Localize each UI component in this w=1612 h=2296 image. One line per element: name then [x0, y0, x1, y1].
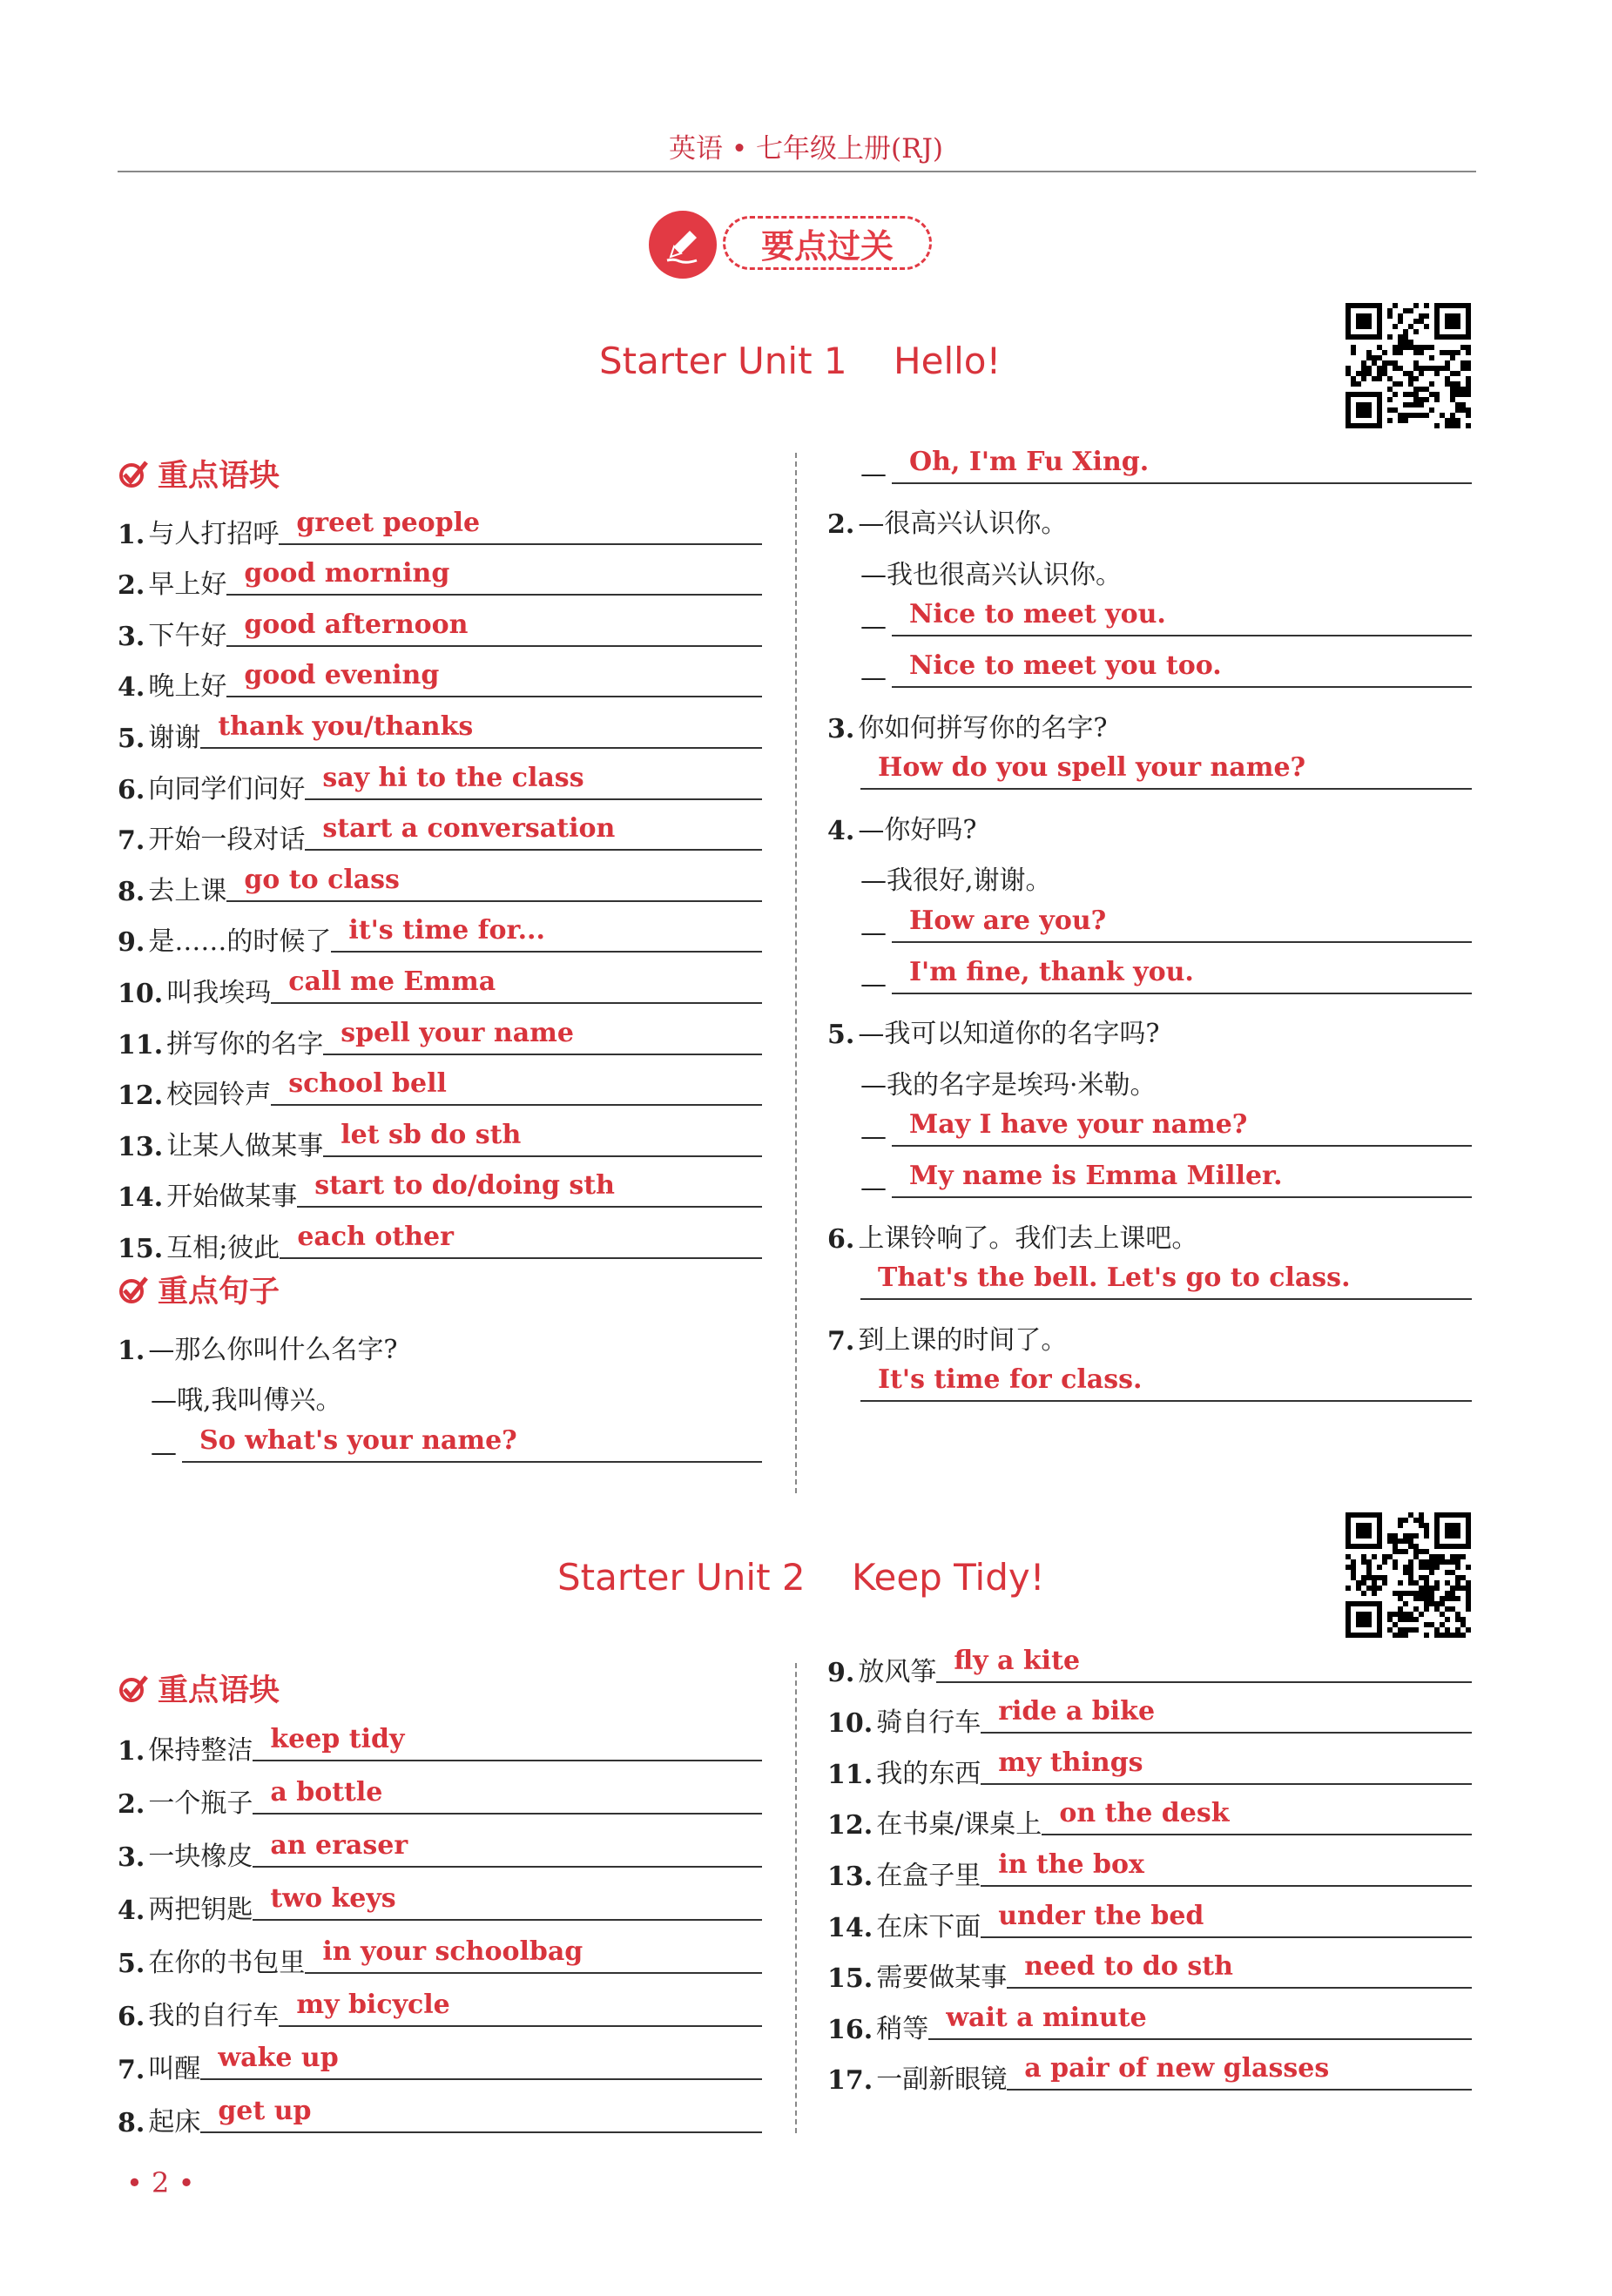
answer-blank[interactable]: need to do sth: [1007, 1947, 1472, 1989]
phrase-item: 9. 放风筝 fly a kite: [827, 1637, 1472, 1688]
check-icon: [118, 458, 149, 489]
qr-code-icon[interactable]: [1346, 303, 1471, 428]
sentence-item: 3. 你如何拼写你的名字?: [827, 712, 1108, 744]
sentence-answer-cn: —我很好,谢谢。: [860, 865, 1052, 897]
phrase-item: 13. 在盒子里 in the box: [827, 1841, 1472, 1892]
answer-blank[interactable]: wait a minute: [928, 1998, 1472, 2040]
section-banner: [649, 211, 945, 279]
pencil-icon: [649, 211, 717, 279]
answer-blank[interactable]: say hi to the class: [305, 758, 762, 800]
unit2-phrases-heading: 重点语块: [118, 1663, 762, 1714]
answer-blank[interactable]: it's time for...: [331, 911, 762, 953]
answer-blank[interactable]: my things: [981, 1743, 1472, 1785]
page-number: • 2 •: [126, 2166, 195, 2199]
answer-blank[interactable]: Oh, I'm Fu Xing.: [892, 442, 1472, 484]
qr-code-icon[interactable]: [1346, 1512, 1471, 1638]
column-divider: [795, 453, 797, 1493]
phrase-item: 8. 起床 get up: [118, 2085, 762, 2138]
sentence-item: 4. —你好吗?: [827, 814, 977, 846]
sentence-blank: — May I have your name?: [827, 1101, 1472, 1153]
phrase-item: 6. 向同学们问好 say hi to the class: [118, 754, 762, 805]
answer-blank[interactable]: school bell: [271, 1064, 762, 1106]
answer-blank[interactable]: a pair of new glasses: [1007, 2049, 1472, 2091]
phrase-item: 4. 两把钥匙 two keys: [118, 1873, 762, 1926]
sentence-blank: [827, 1357, 1472, 1408]
answer-blank[interactable]: greet people: [279, 503, 762, 545]
phrase-item: 15. 需要做某事 need to do sth: [827, 1943, 1472, 1995]
answer-blank[interactable]: my bicycle: [279, 1985, 762, 2027]
sentence-item: 7. 到上课的时间了。: [827, 1324, 1068, 1357]
phrase-item: 8. 去上课 go to class: [118, 856, 762, 907]
phrase-item: 5. 在你的书包里 in your schoolbag: [118, 1926, 762, 1979]
sentence-blank: — Oh, I'm Fu Xing.: [827, 438, 1472, 489]
answer-blank[interactable]: Nice to meet you.: [892, 595, 1472, 636]
answer-blank[interactable]: start a conversation: [305, 809, 762, 851]
phrase-item: 16. 稍等 wait a minute: [827, 1994, 1472, 2045]
phrase-item: 3. 一块橡皮 an eraser: [118, 1820, 762, 1873]
sentence-blank: — I'm fine, thank you.: [827, 948, 1472, 1000]
sentence-blank: — How are you?: [827, 897, 1472, 948]
phrase-item: 6. 我的自行车 my bicycle: [118, 1979, 762, 2032]
answer-blank[interactable]: under the bed: [981, 1896, 1472, 1938]
sentence-item: 5. —我可以知道你的名字吗?: [827, 1019, 1160, 1051]
answer-blank[interactable]: let sb do sth: [323, 1115, 762, 1157]
answer-blank[interactable]: wake up: [200, 2038, 762, 2080]
answer-blank[interactable]: Nice to meet you too.: [892, 646, 1472, 688]
unit1-phrases-heading: 重点语块: [118, 448, 762, 499]
answer-blank[interactable]: an eraser: [253, 1826, 762, 1868]
answer-blank[interactable]: a bottle: [253, 1773, 762, 1815]
phrase-item: 4. 晚上好 good evening: [118, 652, 762, 704]
unit2-left-column: [118, 1663, 762, 2138]
phrase-item: 1. 与人打招呼 greet people: [118, 499, 762, 550]
header-divider: [118, 171, 1476, 172]
phrase-item: 10. 骑自行车 ride a bike: [827, 1688, 1472, 1740]
unit1-right-column: [827, 438, 1472, 1407]
sentence-blank: — Nice to meet you.: [827, 591, 1472, 643]
phrase-item: 14. 在床下面 under the bed: [827, 1892, 1472, 1943]
answer-blank[interactable]: good morning: [226, 554, 762, 596]
check-icon: [118, 1274, 149, 1305]
answer-blank[interactable]: on the desk: [1042, 1794, 1472, 1835]
phrase-item: 1. 保持整洁 keep tidy: [118, 1714, 762, 1767]
phrase-item: 11. 我的东西 my things: [827, 1739, 1472, 1790]
answer-blank[interactable]: in the box: [981, 1845, 1472, 1887]
phrase-item: 12. 在书桌/课桌上 on the desk: [827, 1790, 1472, 1842]
page-header: 英语 • 七年级上册(RJ): [669, 133, 943, 165]
phrase-item: 5. 谢谢 thank you/thanks: [118, 703, 762, 754]
sentence-blank: [827, 744, 1472, 796]
sentence-answer-cn: —我也很高兴认识你。: [860, 559, 1122, 590]
answer-blank[interactable]: How do you spell your name?: [860, 748, 1472, 790]
phrase-item: 15. 互相;彼此 each other: [118, 1213, 762, 1264]
phrase-item: 11. 拼写你的名字 spell your name: [118, 1009, 762, 1060]
answer-blank[interactable]: My name is Emma Miller.: [892, 1156, 1472, 1198]
answer-blank[interactable]: keep tidy: [253, 1720, 762, 1761]
answer-blank[interactable]: start to do/doing sth: [297, 1166, 762, 1208]
sentence-blank: — My name is Emma Miller.: [827, 1152, 1472, 1203]
banner-title: 要点过关: [723, 216, 932, 270]
phrase-item: 9. 是……的时候了 it's time for...: [118, 907, 762, 959]
sentence-blank: — Nice to meet you too.: [827, 642, 1472, 693]
phrase-item: 14. 开始做某事 start to do/doing sth: [118, 1162, 762, 1214]
answer-blank[interactable]: So what's your name?: [182, 1421, 762, 1463]
answer-blank[interactable]: good evening: [226, 656, 762, 697]
answer-blank[interactable]: That's the bell. Let's go to class.: [860, 1258, 1472, 1300]
answer-blank[interactable]: fly a kite: [936, 1641, 1472, 1683]
answer-blank[interactable]: call me Emma: [271, 962, 762, 1004]
answer-blank[interactable]: two keys: [253, 1879, 762, 1921]
answer-blank[interactable]: go to class: [226, 860, 762, 902]
answer-blank[interactable]: How are you?: [892, 901, 1472, 943]
answer-blank[interactable]: thank you/thanks: [200, 707, 762, 749]
answer-blank[interactable]: in your schoolbag: [305, 1932, 762, 1974]
sentence-item: 1. —那么你叫什么名字?: [118, 1334, 398, 1366]
sentence-blank: [827, 1255, 1472, 1306]
unit1-title: Starter Unit 1 Hello!: [599, 340, 1002, 382]
unit2-title: Starter Unit 2 Keep Tidy!: [557, 1556, 1045, 1599]
sentence-answer-cn: —哦,我叫傅兴。: [151, 1385, 342, 1417]
answer-blank[interactable]: ride a bike: [981, 1692, 1472, 1734]
answer-blank[interactable]: get up: [200, 2091, 762, 2133]
sentence-item: 6. 上课铃响了。我们去上课吧。: [827, 1222, 1198, 1255]
answer-blank[interactable]: good afternoon: [226, 605, 762, 647]
phrase-item: 2. 早上好 good morning: [118, 550, 762, 602]
answer-blank[interactable]: spell your name: [323, 1013, 762, 1055]
unit2-right-column: [827, 1637, 1472, 2096]
answer-blank[interactable]: It's time for class.: [860, 1360, 1472, 1402]
sentence-answer-cn: —我的名字是埃玛·米勒。: [860, 1069, 1157, 1101]
phrase-item: 17. 一副新眼镜 a pair of new glasses: [827, 2045, 1472, 2097]
column-divider: [795, 1663, 797, 2133]
check-icon: [118, 1673, 149, 1704]
phrase-item: 7. 开始一段对话 start a conversation: [118, 805, 762, 857]
unit1-sentences-heading: 重点句子: [118, 1264, 762, 1315]
phrase-item: 10. 叫我埃玛 call me Emma: [118, 958, 762, 1009]
phrase-item: 13. 让某人做某事 let sb do sth: [118, 1111, 762, 1162]
answer-blank[interactable]: May I have your name?: [892, 1105, 1472, 1147]
sentence-item: 2. —很高兴认识你。: [827, 508, 1068, 541]
phrase-item: 7. 叫醒 wake up: [118, 2032, 762, 2085]
phrase-item: 12. 校园铃声 school bell: [118, 1060, 762, 1112]
sentence-blank: — So what's your name?: [118, 1417, 762, 1468]
phrase-item: 2. 一个瓶子 a bottle: [118, 1767, 762, 1820]
phrase-item: 3. 下午好 good afternoon: [118, 601, 762, 652]
unit1-left-column: [118, 448, 762, 1468]
answer-blank[interactable]: each other: [280, 1217, 762, 1259]
answer-blank[interactable]: I'm fine, thank you.: [892, 953, 1472, 994]
